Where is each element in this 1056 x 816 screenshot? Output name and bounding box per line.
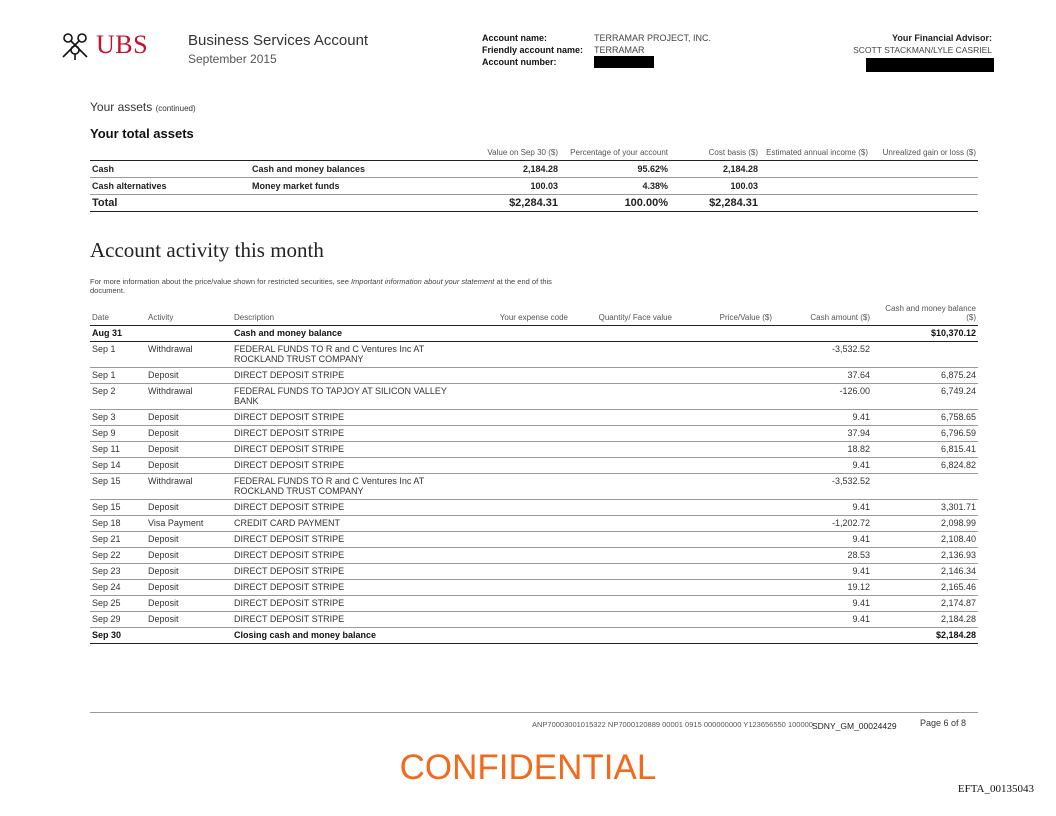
statement-month: September 2015 <box>188 52 277 66</box>
advisor-name: SCOTT STACKMAN/LYLE CASRIEL <box>853 45 992 55</box>
row-amount: 9.41 <box>774 612 872 628</box>
account-name-value: TERRAMAR PROJECT, INC. <box>594 33 712 43</box>
row-amount: 9.41 <box>774 596 872 612</box>
row-description: DIRECT DEPOSIT STRIPE <box>232 368 470 384</box>
row-description: DIRECT DEPOSIT STRIPE <box>232 580 470 596</box>
total-percent: 100.00% <box>560 195 670 212</box>
row-balance: 6,758.65 <box>872 410 978 426</box>
assets-header-row <box>90 148 978 161</box>
total-assets-table <box>90 148 978 212</box>
row-date: Sep 2 <box>90 384 146 410</box>
table-row <box>90 368 978 384</box>
assets-total-row <box>90 195 978 212</box>
row-activity: Deposit <box>146 548 232 564</box>
row-activity: Deposit <box>146 442 232 458</box>
closing-date: Sep 30 <box>90 628 146 644</box>
note-italic-text: Important information about your statement <box>350 277 495 286</box>
row-date: Sep 1 <box>90 342 146 368</box>
asset-description: Cash and money balances <box>250 161 450 178</box>
row-activity: Visa Payment <box>146 516 232 532</box>
closing-balance: $2,184.28 <box>872 628 978 644</box>
row-description: DIRECT DEPOSIT STRIPE <box>232 442 470 458</box>
row-description: DIRECT DEPOSIT STRIPE <box>232 410 470 426</box>
row-description: DIRECT DEPOSIT STRIPE <box>232 564 470 580</box>
row-activity: Deposit <box>146 426 232 442</box>
row-date: Sep 15 <box>90 474 146 500</box>
asset-percent: 4.38% <box>560 178 670 195</box>
row-balance: 2,146.34 <box>872 564 978 580</box>
row-activity: Deposit <box>146 580 232 596</box>
row-activity: Deposit <box>146 410 232 426</box>
col-cash-amount: Cash amount ($) <box>774 304 872 326</box>
assets-section-title <box>90 100 196 114</box>
total-assets-title: Your total assets <box>90 126 194 141</box>
row-description: DIRECT DEPOSIT STRIPE <box>232 458 470 474</box>
row-balance <box>872 474 978 500</box>
row-date: Sep 3 <box>90 410 146 426</box>
logo-text: UBS <box>96 30 149 59</box>
table-row <box>90 442 978 458</box>
asset-cost: 100.03 <box>670 178 760 195</box>
row-description: DIRECT DEPOSIT STRIPE <box>232 596 470 612</box>
table-row <box>90 548 978 564</box>
row-amount: 37.64 <box>774 368 872 384</box>
row-date: Sep 29 <box>90 612 146 628</box>
activity-title: Account activity this month <box>90 238 324 262</box>
assets-col-value: Value on Sep 30 ($) <box>450 148 560 161</box>
row-activity: Deposit <box>146 532 232 548</box>
row-activity: Withdrawal <box>146 474 232 500</box>
row-balance: 2,184.28 <box>872 612 978 628</box>
row-balance: 6,749.24 <box>872 384 978 410</box>
asset-cost: 2,184.28 <box>670 161 760 178</box>
table-row <box>90 516 978 532</box>
row-balance: 2,098.99 <box>872 516 978 532</box>
row-balance: 3,301.71 <box>872 500 978 516</box>
row-amount: 9.41 <box>774 532 872 548</box>
table-row <box>90 500 978 516</box>
row-balance: 6,796.59 <box>872 426 978 442</box>
total-cost: $2,284.31 <box>670 195 760 212</box>
row-amount: -3,532.52 <box>774 474 872 500</box>
row-date: Sep 22 <box>90 548 146 564</box>
col-expense-code: Your expense code <box>470 304 570 326</box>
page-number: Page 6 of 8 <box>920 718 967 728</box>
closing-description: Closing cash and money balance <box>232 628 470 644</box>
row-activity: Deposit <box>146 564 232 580</box>
row-amount: 18.82 <box>774 442 872 458</box>
asset-value: 2,184.28 <box>450 161 560 178</box>
row-activity: Deposit <box>146 368 232 384</box>
col-price: Price/Value ($) <box>674 304 774 326</box>
asset-category: Cash <box>90 161 250 178</box>
row-description: FEDERAL FUNDS TO R and C Ventures Inc AT ROCKLAND TRUST COMPANY <box>232 342 470 368</box>
table-row <box>90 384 978 410</box>
friendly-name-value: TERRAMAR <box>594 45 645 55</box>
activity-note <box>90 277 570 295</box>
row-activity: Deposit <box>146 596 232 612</box>
row-activity: Withdrawal <box>146 342 232 368</box>
row-amount: 9.41 <box>774 458 872 474</box>
row-date: Sep 15 <box>90 500 146 516</box>
friendly-name-label: Friendly account name: <box>482 45 584 55</box>
footer-code: ANP70003001015322 NP7000120889 00001 0915 000000000 Y123656550 100000 <box>532 720 813 729</box>
closing-balance-row <box>90 628 978 644</box>
advisor-label: Your Financial Advisor: <box>891 33 992 43</box>
activity-table <box>90 304 978 644</box>
row-description: CREDIT CARD PAYMENT <box>232 516 470 532</box>
table-row <box>90 458 978 474</box>
assets-col-percent: Percentage of your account <box>560 148 670 161</box>
opening-date: Aug 31 <box>90 326 146 342</box>
assets-row <box>90 161 978 178</box>
advisor-redaction <box>866 58 994 72</box>
col-balance: Cash and money balance ($) <box>872 304 978 326</box>
total-label: Total <box>90 195 250 212</box>
row-amount: -126.00 <box>774 384 872 410</box>
row-date: Sep 21 <box>90 532 146 548</box>
table-row <box>90 410 978 426</box>
row-amount: -1,202.72 <box>774 516 872 532</box>
row-date: Sep 24 <box>90 580 146 596</box>
row-balance: 2,165.46 <box>872 580 978 596</box>
row-description: FEDERAL FUNDS TO TAPJOY AT SILICON VALLEY BANK <box>232 384 470 410</box>
table-row <box>90 342 978 368</box>
col-description: Description <box>232 304 470 326</box>
row-amount: 37.94 <box>774 426 872 442</box>
assets-col-category <box>90 148 250 161</box>
row-balance: 2,108.40 <box>872 532 978 548</box>
asset-value: 100.03 <box>450 178 560 195</box>
row-balance <box>872 342 978 368</box>
opening-balance: $10,370.12 <box>872 326 978 342</box>
account-number-label: Account number: <box>482 57 557 67</box>
asset-description: Money market funds <box>250 178 450 195</box>
assets-row <box>90 178 978 195</box>
row-amount: 28.53 <box>774 548 872 564</box>
row-activity: Deposit <box>146 612 232 628</box>
row-balance: 6,875.24 <box>872 368 978 384</box>
asset-category: Cash alternatives <box>90 178 250 195</box>
row-date: Sep 25 <box>90 596 146 612</box>
opening-description: Cash and money balance <box>232 326 470 342</box>
account-type: Business Services Account <box>188 32 369 49</box>
note-text-1: For more information about the price/value shown for restricted securities, see <box>90 277 351 286</box>
row-amount: 9.41 <box>774 410 872 426</box>
row-amount: 9.41 <box>774 500 872 516</box>
row-activity: Deposit <box>146 500 232 516</box>
table-row <box>90 564 978 580</box>
row-balance: 6,815.41 <box>872 442 978 458</box>
activity-header-row <box>90 304 978 326</box>
ubs-keys-icon <box>60 30 90 60</box>
assets-col-gain: Unrealized gain or loss ($) <box>870 148 978 161</box>
account-values <box>594 32 711 56</box>
col-activity: Activity <box>146 304 232 326</box>
note-text-2: at the end of this document. <box>90 277 552 295</box>
opening-balance-row <box>90 326 978 342</box>
row-amount: 19.12 <box>774 580 872 596</box>
col-date: Date <box>90 304 146 326</box>
table-row <box>90 612 978 628</box>
assets-title-text: Your assets <box>90 100 153 114</box>
table-row <box>90 426 978 442</box>
row-balance: 2,136.93 <box>872 548 978 564</box>
row-description: DIRECT DEPOSIT STRIPE <box>232 548 470 564</box>
asset-percent: 95.62% <box>560 161 670 178</box>
row-balance: 2,174.87 <box>872 596 978 612</box>
total-value: $2,284.31 <box>450 195 560 212</box>
row-description: DIRECT DEPOSIT STRIPE <box>232 612 470 628</box>
footer-divider <box>90 712 978 713</box>
row-description: DIRECT DEPOSIT STRIPE <box>232 500 470 516</box>
continued-label: (continued) <box>155 104 196 113</box>
table-row <box>90 596 978 612</box>
assets-col-cost: Cost basis ($) <box>670 148 760 161</box>
row-amount: 9.41 <box>774 564 872 580</box>
table-row <box>90 580 978 596</box>
row-description: DIRECT DEPOSIT STRIPE <box>232 426 470 442</box>
row-date: Sep 23 <box>90 564 146 580</box>
assets-col-income: Estimated annual income ($) <box>760 148 870 161</box>
account-number-redaction <box>594 56 654 68</box>
row-date: Sep 14 <box>90 458 146 474</box>
table-row <box>90 532 978 548</box>
bates-number: SDNY_GM_00024429 <box>812 721 897 731</box>
col-quantity: Quantity/ Face value <box>570 304 674 326</box>
efta-number: EFTA_00135043 <box>957 783 1034 795</box>
row-date: Sep 11 <box>90 442 146 458</box>
row-date: Sep 9 <box>90 426 146 442</box>
row-amount: -3,532.52 <box>774 342 872 368</box>
row-balance: 6,824.82 <box>872 458 978 474</box>
row-activity: Withdrawal <box>146 384 232 410</box>
row-date: Sep 1 <box>90 368 146 384</box>
row-activity: Deposit <box>146 458 232 474</box>
account-name-label: Account name: <box>482 33 548 43</box>
account-labels <box>482 32 583 68</box>
table-row <box>90 474 978 500</box>
assets-col-description <box>250 148 450 161</box>
ubs-logo <box>60 30 148 60</box>
confidential-stamp: CONFIDENTIAL <box>399 748 657 787</box>
row-description: FEDERAL FUNDS TO R and C Ventures Inc AT ROCKLAND TRUST COMPANY <box>232 474 470 500</box>
row-date: Sep 18 <box>90 516 146 532</box>
row-description: DIRECT DEPOSIT STRIPE <box>232 532 470 548</box>
